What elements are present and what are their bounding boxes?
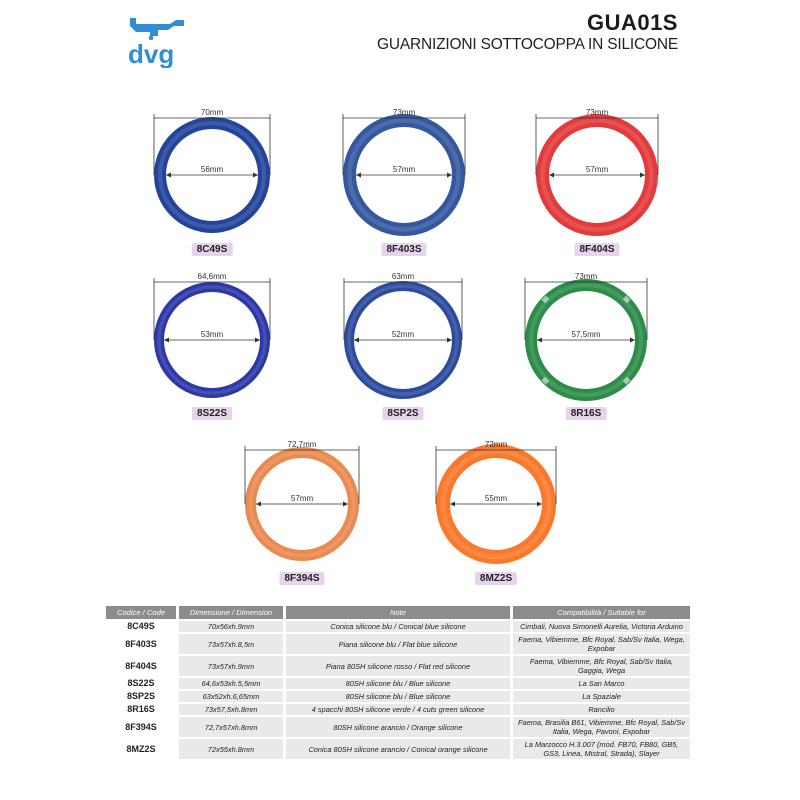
inner-arrow-left — [164, 338, 169, 343]
cell-dimension: 73x57xh.9mm — [176, 656, 283, 676]
spec-table — [106, 604, 690, 761]
cell-compatibility: Cimbali, Nuova Simonelli Aurelia, Victoria Arduino — [510, 621, 690, 632]
table-row — [106, 691, 690, 702]
outer-diameter-label: 64,6mm — [197, 272, 227, 281]
ring-code-label: 8R16S — [566, 407, 607, 420]
inner-diameter-label: 57mm — [392, 165, 416, 174]
cell-compatibility: Faema, Brasilia B61, Vibiemme, Bfc Royal, Sab/Sv Italia, Wega, Pavoni, Expobar — [510, 717, 690, 737]
gasket-notch — [625, 298, 629, 302]
gasket-ring-highlight — [531, 285, 641, 395]
ring-code-label: 8F394S — [279, 572, 324, 585]
cell-note: Conica 80SH silicone arancio / Conical orange silicone — [283, 739, 510, 759]
cell-code: 8C49S — [106, 621, 176, 632]
inner-arrow-right — [640, 173, 645, 178]
ring-code-label: 8F404S — [574, 243, 619, 256]
inner-arrow-left — [166, 173, 171, 178]
gasket-ring — [443, 451, 549, 557]
inner-arrow-left — [256, 502, 261, 507]
col-header-compatibility: Compatibilità / Suitable for — [510, 606, 690, 619]
gasket-ring — [349, 286, 457, 394]
cell-note: 80SH silicone blu / Blue silicone — [283, 691, 510, 702]
gasket-ring — [160, 123, 264, 227]
table-row — [106, 634, 690, 654]
inner-arrow-right — [537, 502, 542, 507]
gasket-notch — [544, 298, 548, 302]
inner-diameter-label: 55mm — [484, 494, 508, 503]
cell-code: 8MZ2S — [106, 739, 176, 759]
cell-compatibility: Faema, Vibiemme, Bfc Royal, Sab/Sv Italia, Wega, Expobar — [510, 634, 690, 654]
cell-code: 8S22S — [106, 678, 176, 689]
gasket-ring-highlight — [443, 451, 549, 557]
cell-dimension: 72,7x57xh.8mm — [176, 717, 283, 737]
cell-dimension: 63x52xh.6,65mm — [176, 691, 283, 702]
col-header-note: Note — [283, 606, 510, 619]
table-row — [106, 739, 690, 759]
cell-note: Piana silicone blu / Flat blue silicone — [283, 634, 510, 654]
cell-note: Piana 80SH silicone rosso / Flat red silicone — [283, 656, 510, 676]
inner-arrow-right — [253, 173, 258, 178]
cell-code: 8F394S — [106, 717, 176, 737]
outer-diameter-label: 72mm — [484, 440, 508, 449]
outer-diameter-label: 63mm — [391, 272, 415, 281]
outer-diameter-label: 70mm — [200, 108, 224, 117]
outer-diameter-label: 73mm — [585, 108, 609, 117]
cell-compatibility: La San Marco — [510, 678, 690, 689]
table-header-row — [106, 606, 690, 619]
inner-arrow-left — [549, 173, 554, 178]
table-row — [106, 656, 690, 676]
cell-note: 4 spacchi 80SH silicone verde / 4 cuts green silicone — [283, 704, 510, 715]
ring-code-label: 8S22S — [192, 407, 232, 420]
inner-diameter-label: 57mm — [290, 494, 314, 503]
cell-compatibility: Faema, Vibiemme, Bfc Royal, Sab/Sv Italia, Gaggia, Wega — [510, 656, 690, 676]
cell-code: 8F403S — [106, 634, 176, 654]
cell-code: 8SP2S — [106, 691, 176, 702]
cell-note: 80SH silicone arancio / Orange silicone — [283, 717, 510, 737]
outer-diameter-label: 72,7mm — [287, 440, 317, 449]
inner-arrow-right — [630, 338, 635, 343]
cell-note: 80SH silicone blu / Blue silicone — [283, 678, 510, 689]
cell-compatibility: La Spaziale — [510, 691, 690, 702]
outer-diameter-label: 73mm — [574, 272, 598, 281]
table-row — [106, 704, 690, 715]
ring-code-label: 8MZ2S — [475, 572, 517, 585]
inner-diameter-label: 56mm — [200, 165, 224, 174]
ring-code-label: 8F403S — [381, 243, 426, 256]
dvg-logo-text: dvg — [128, 39, 175, 68]
inner-arrow-right — [447, 173, 452, 178]
inner-diameter-label: 57mm — [585, 165, 609, 174]
ring-code-label: 8C49S — [192, 243, 233, 256]
inner-diameter-label: 53mm — [200, 330, 224, 339]
inner-arrow-right — [343, 502, 348, 507]
table-row — [106, 717, 690, 737]
col-header-dimension: Dimensione / Dimension — [176, 606, 283, 619]
inner-arrow-left — [356, 173, 361, 178]
cell-code: 8F404S — [106, 656, 176, 676]
inner-arrow-left — [354, 338, 359, 343]
document-code: GUA01S — [586, 10, 678, 35]
document-title: GUARNIZIONI SOTTOCOPPA IN SILICONE — [377, 36, 678, 53]
cell-dimension: 73x57xh.8,5m — [176, 634, 283, 654]
gasket-ring-highlight — [159, 287, 265, 393]
ring-code-label: 8SP2S — [382, 407, 423, 420]
cell-dimension: 70x56xh.9mm — [176, 621, 283, 632]
dvg-logo — [126, 12, 186, 68]
inner-arrow-left — [450, 502, 455, 507]
gasket-ring-highlight — [251, 453, 354, 556]
cell-note: Conica silicone blu / Conical blue silicone — [283, 621, 510, 632]
gasket-ring — [350, 121, 459, 230]
cell-dimension: 64,6x53xh.5,5mm — [176, 678, 283, 689]
table-row — [106, 621, 690, 632]
gasket-ring-highlight — [160, 123, 264, 227]
gasket-ring — [159, 287, 265, 393]
gasket-ring-highlight — [350, 121, 459, 230]
gasket-notch — [544, 379, 548, 383]
gasket-ring — [251, 453, 354, 556]
gasket-ring — [543, 121, 652, 230]
cell-compatibility: Rancilio — [510, 704, 690, 715]
inner-diameter-label: 57,5mm — [571, 330, 601, 339]
inner-arrow-right — [255, 338, 260, 343]
cell-dimension: 73x57,5xh.8mm — [176, 704, 283, 715]
gasket-notch — [625, 379, 629, 383]
inner-arrow-left — [537, 338, 542, 343]
outer-diameter-label: 73mm — [392, 108, 416, 117]
col-header-code: Codice / Code — [106, 606, 176, 619]
gasket-ring-highlight — [349, 286, 457, 394]
cell-code: 8R16S — [106, 704, 176, 715]
table-row — [106, 678, 690, 689]
inner-diameter-label: 52mm — [391, 330, 415, 339]
cell-compatibility: La Marzocco H.3.007 (mod. FB70, FB80, GB5, GS3, Linea, Mistral, Strada), Slayer — [510, 739, 690, 759]
gasket-ring — [531, 285, 641, 395]
gasket-ring-highlight — [543, 121, 652, 230]
cell-dimension: 72x55xh.8mm — [176, 739, 283, 759]
inner-arrow-right — [447, 338, 452, 343]
